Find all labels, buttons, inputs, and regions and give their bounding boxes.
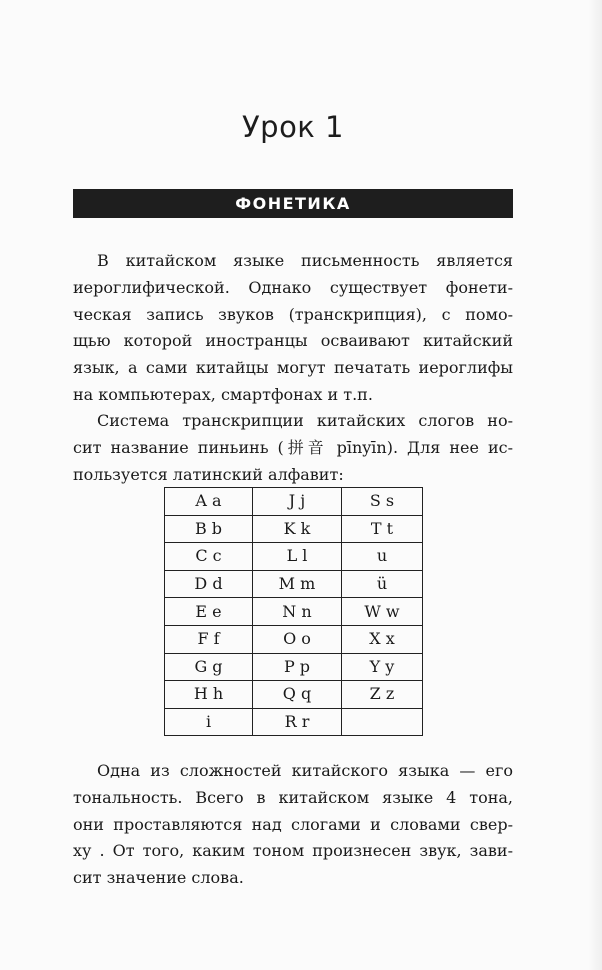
table-cell: u: [342, 543, 423, 571]
table-cell: Q q: [253, 681, 342, 709]
paragraph-line: язык, а сами китайцы могут печатать иероглифы: [73, 358, 513, 378]
table-row: [165, 543, 423, 571]
section-banner-phonetics: ФОНЕТИКА: [73, 189, 513, 218]
table-cell: K k: [253, 515, 342, 543]
table-row: [165, 708, 423, 736]
table-cell: Z z: [342, 681, 423, 709]
table-row: [165, 570, 423, 598]
paragraph-line: щью которой иностранцы осваивают китайский: [73, 331, 513, 351]
paragraph-line: сит значение слова.: [73, 868, 244, 888]
paragraph-line: тональность. Всего в китайском языке 4 тона,: [73, 787, 513, 807]
table-cell: O o: [253, 625, 342, 653]
table-cell: F f: [165, 625, 253, 653]
table-row: [165, 653, 423, 681]
table-row: [165, 488, 423, 516]
table-cell: W w: [342, 598, 423, 626]
table-cell: C c: [165, 543, 253, 571]
table-cell: J j: [253, 488, 342, 516]
page-edge-shadow: [588, 0, 602, 970]
paragraph-line: иероглифической. Однако существует фонети-: [73, 277, 513, 297]
lesson-title: Урок 1: [241, 110, 344, 144]
table-row: [165, 625, 423, 653]
paragraph-line: они проставляются над слогами и словами свер-: [73, 814, 513, 834]
table-cell: [342, 708, 423, 736]
paragraph-line: на компьютерах, смартфонах и т.п.: [73, 384, 373, 404]
table-cell: N n: [253, 598, 342, 626]
table-cell: H h: [165, 681, 253, 709]
table-cell: E e: [165, 598, 253, 626]
paragraph-line: Система транскрипции китайских слогов но-: [97, 411, 513, 430]
table-row: [165, 515, 423, 543]
table-cell: M m: [253, 570, 342, 598]
table-cell: i: [165, 708, 253, 736]
paragraph-line: Одна из сложностей китайского языка — его: [97, 761, 513, 780]
paragraph-line: сит название пиньинь (拼音 pīnyīn). Для нее ис-: [73, 437, 513, 457]
table-cell: L l: [253, 543, 342, 571]
table-cell: G g: [165, 653, 253, 681]
table-cell: T t: [342, 515, 423, 543]
table-cell: R r: [253, 708, 342, 736]
table-cell: D d: [165, 570, 253, 598]
paragraph-tonality: [73, 758, 513, 892]
table-row: [165, 681, 423, 709]
paragraph-line: ху . От того, каким тоном произнесен звук, зави-: [73, 841, 513, 861]
table-cell: Y y: [342, 653, 423, 681]
paragraph-pinyin-system: [73, 408, 513, 488]
paragraph-line: ческая запись звуков (транскрипция), с помо-: [73, 304, 513, 324]
table-cell: ü: [342, 570, 423, 598]
paragraph-line: пользуется латинский алфавит:: [73, 464, 344, 484]
table-cell: A a: [165, 488, 253, 516]
paragraph-writing-system: [73, 248, 513, 409]
table-cell: X x: [342, 625, 423, 653]
latin-alphabet-table: [164, 487, 423, 736]
paragraph-line: В китайском языке письменность является: [97, 251, 513, 270]
table-cell: P p: [253, 653, 342, 681]
table-row: [165, 598, 423, 626]
table-cell: B b: [165, 515, 253, 543]
table-cell: S s: [342, 488, 423, 516]
